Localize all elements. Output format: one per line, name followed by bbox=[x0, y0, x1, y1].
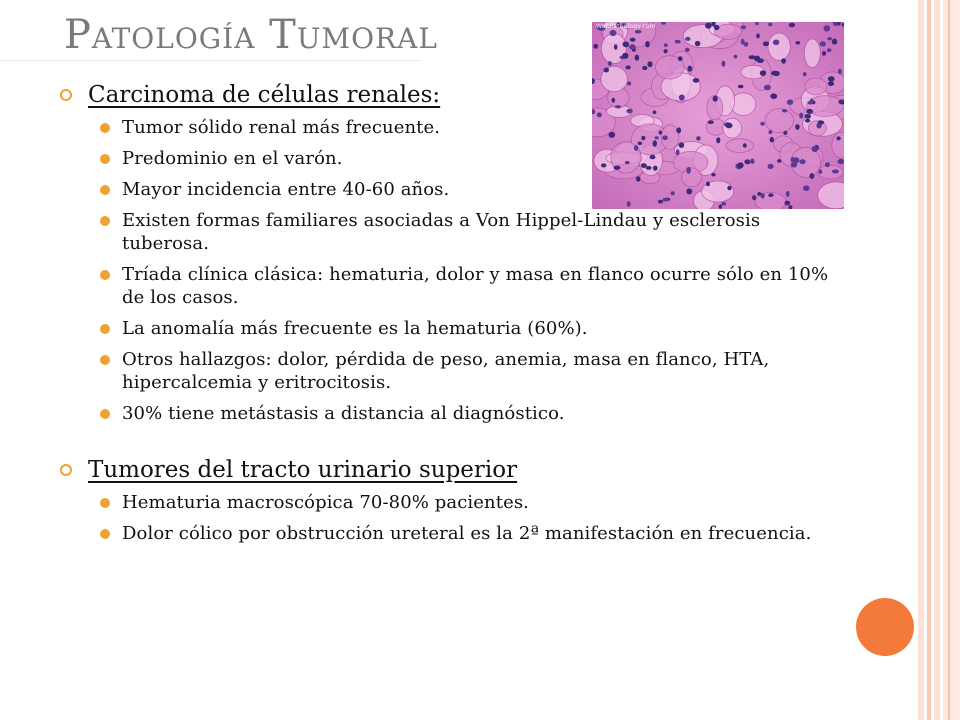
histology-nucleus bbox=[820, 41, 826, 46]
histology-nucleus bbox=[741, 25, 747, 29]
list-item bbox=[88, 317, 850, 340]
slide-title: Patología Tumoral bbox=[64, 12, 438, 58]
histology-nucleus bbox=[763, 41, 769, 46]
section-spacer bbox=[60, 433, 850, 455]
histology-nucleus bbox=[824, 25, 831, 31]
histology-nucleus bbox=[749, 55, 756, 59]
histology-nucleus bbox=[635, 55, 640, 61]
list-item bbox=[88, 263, 850, 309]
histology-nucleus bbox=[757, 59, 764, 63]
histology-nucleus bbox=[623, 41, 630, 47]
histology-nucleus bbox=[664, 49, 668, 53]
section-heading: Carcinoma de células renales: bbox=[88, 82, 441, 108]
histology-cell bbox=[804, 39, 820, 68]
histology-nucleus bbox=[781, 58, 786, 63]
decorative-stripe bbox=[943, 0, 960, 720]
histology-nucleus bbox=[796, 41, 801, 44]
histology-nucleus bbox=[614, 44, 618, 50]
dot-bullet-icon bbox=[100, 216, 110, 226]
dot-bullet-icon bbox=[100, 529, 110, 539]
histology-nucleus bbox=[838, 69, 842, 75]
histology-nucleus bbox=[642, 66, 647, 70]
histology-nucleus bbox=[593, 44, 598, 49]
section-heading: Tumores del tracto urinario superior bbox=[88, 457, 518, 483]
histology-nucleus bbox=[678, 56, 683, 61]
histology-cell bbox=[601, 33, 626, 63]
histology-nucleus bbox=[675, 40, 681, 44]
list-item bbox=[88, 522, 850, 545]
bullet-text: 30% tiene metástasis a distancia al diagnóstico. bbox=[122, 403, 565, 424]
dot-bullet-icon bbox=[100, 355, 110, 365]
histology-nucleus bbox=[803, 72, 807, 76]
bullet-text: Existen formas familiares asociadas a Von Hippel-Lindau y esclerosis tuberosa. bbox=[122, 210, 761, 254]
histology-nucleus bbox=[741, 39, 745, 45]
ring-bullet-icon bbox=[60, 464, 72, 476]
dot-bullet-icon bbox=[100, 185, 110, 195]
histology-nucleus bbox=[756, 33, 760, 38]
histology-nucleus bbox=[771, 71, 778, 76]
dot-bullet-icon bbox=[100, 270, 110, 280]
ring-bullet-icon bbox=[60, 89, 72, 101]
histology-nucleus bbox=[622, 53, 628, 59]
bullet-list bbox=[88, 491, 850, 545]
section-upper-urinary-tract bbox=[60, 455, 850, 545]
histology-nucleus bbox=[604, 68, 609, 73]
list-item bbox=[88, 402, 850, 425]
decorative-stripe bbox=[918, 0, 924, 720]
histology-nucleus bbox=[625, 65, 630, 69]
section-list bbox=[60, 80, 850, 545]
histology-nucleus bbox=[645, 41, 650, 47]
histology-nucleus bbox=[664, 43, 668, 47]
dot-bullet-icon bbox=[100, 123, 110, 133]
bullet-text: La anomalía más frecuente es la hematuria (60%). bbox=[122, 318, 588, 339]
bullet-text: Mayor incidencia entre 40-60 años. bbox=[122, 179, 450, 200]
bullet-text: Otros hallazgos: dolor, pérdida de peso, anemia, masa en flanco, HTA, hipercalcemia y eritrocitosis. bbox=[122, 349, 770, 393]
histology-nucleus bbox=[687, 66, 692, 72]
histology-nucleus bbox=[773, 40, 779, 46]
list-item bbox=[88, 491, 850, 514]
histology-nucleus bbox=[630, 38, 636, 42]
histology-nucleus bbox=[629, 44, 636, 49]
list-item bbox=[88, 116, 850, 139]
histology-nucleus bbox=[827, 37, 832, 40]
list-item bbox=[88, 209, 850, 255]
bullet-text: Predominio en el varón. bbox=[122, 148, 343, 169]
bullet-text: Hematuria macroscópica 70-80% pacientes. bbox=[122, 492, 529, 513]
histology-nucleus bbox=[608, 61, 612, 66]
dot-bullet-icon bbox=[100, 498, 110, 508]
dot-bullet-icon bbox=[100, 324, 110, 334]
list-item bbox=[88, 147, 850, 170]
histology-nucleus bbox=[760, 70, 766, 76]
bullet-list bbox=[88, 116, 850, 425]
list-item bbox=[88, 178, 850, 201]
histology-nucleus bbox=[734, 55, 738, 59]
dot-bullet-icon bbox=[100, 154, 110, 164]
decorative-orange-circle bbox=[856, 598, 914, 656]
histology-nucleus bbox=[721, 61, 725, 67]
histology-nucleus bbox=[827, 48, 832, 52]
section-renal-cell-carcinoma bbox=[60, 80, 850, 425]
histology-nucleus bbox=[822, 51, 826, 56]
histology-nucleus bbox=[789, 23, 795, 28]
histology-cell bbox=[768, 33, 790, 60]
histology-nucleus bbox=[832, 39, 837, 45]
slide-content bbox=[60, 80, 850, 553]
histology-nucleus bbox=[705, 23, 712, 29]
histology-nucleus bbox=[695, 41, 701, 46]
decorative-stripe bbox=[948, 0, 950, 720]
histology-nucleus bbox=[635, 30, 642, 34]
histology-nucleus bbox=[647, 61, 652, 67]
list-item bbox=[88, 348, 850, 394]
histology-nucleus bbox=[685, 37, 690, 41]
image-watermark: WebPathology.com bbox=[596, 23, 656, 30]
histology-nucleus bbox=[610, 30, 617, 36]
histology-nucleus bbox=[768, 23, 772, 27]
title-underline-rule bbox=[0, 60, 420, 61]
bullet-text: Dolor cólico por obstrucción ureteral es la 2ª manifestación en frecuencia. bbox=[122, 523, 812, 544]
decorative-stripe bbox=[934, 0, 940, 720]
histology-nucleus bbox=[685, 48, 690, 52]
bullet-text: Tumor sólido renal más frecuente. bbox=[122, 117, 441, 138]
decorative-stripe bbox=[927, 0, 931, 720]
dot-bullet-icon bbox=[100, 409, 110, 419]
bullet-text: Tríada clínica clásica: hematuria, dolor y masa en flanco ocurre sólo en 10% de los casos. bbox=[122, 264, 829, 308]
